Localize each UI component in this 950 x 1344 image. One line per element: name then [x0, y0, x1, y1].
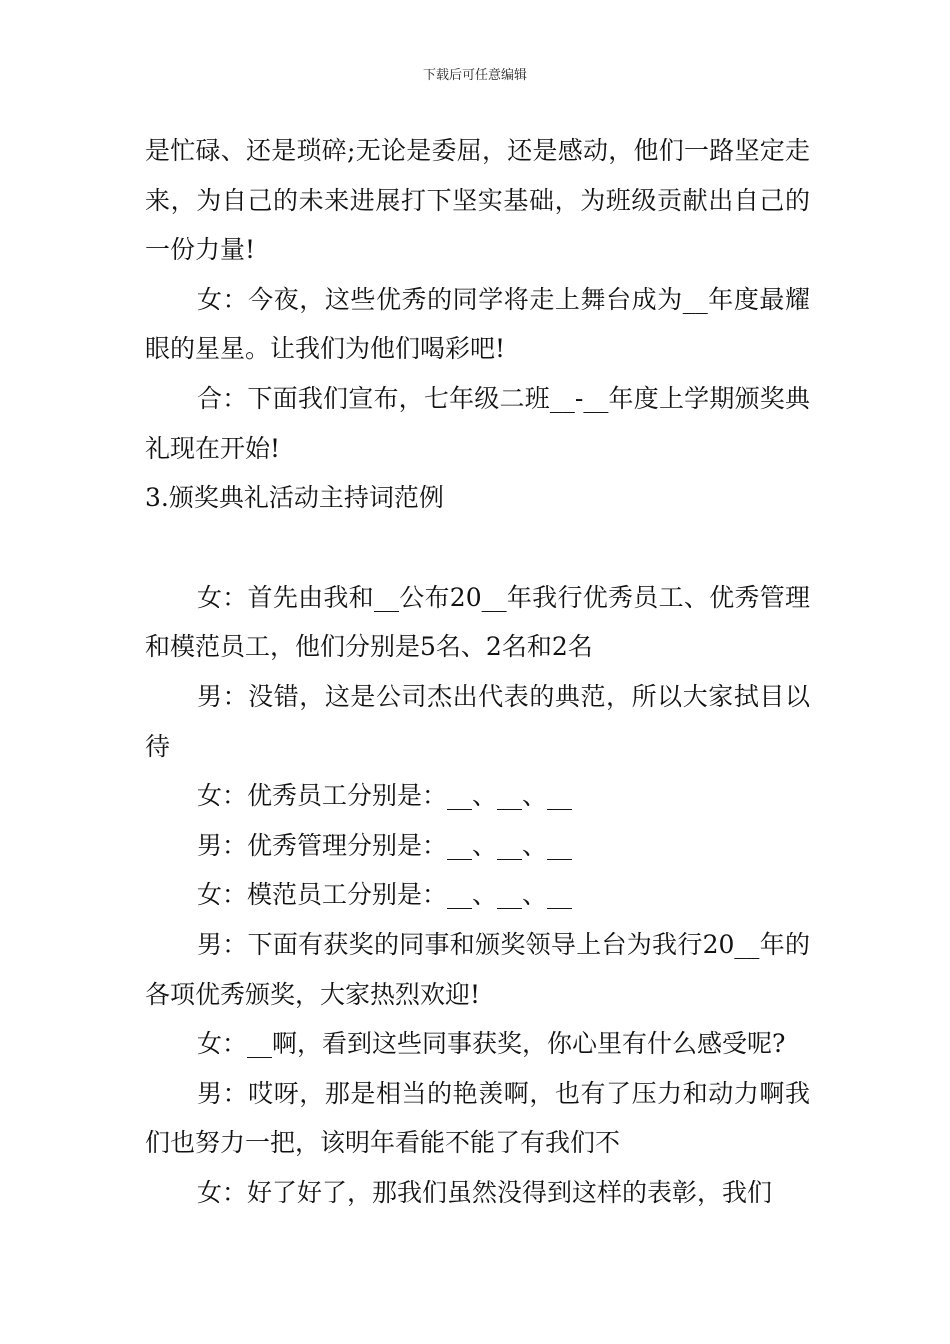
blank-line: [145, 523, 810, 573]
page-header-note: 下载后可任意编辑: [422, 68, 527, 83]
section-heading: 3.颁奖典礼活动主持词范例: [145, 483, 444, 513]
paragraph-female-feeling: 女：__啊，看到这些同事获奖，你心里有什么感受呢?: [197, 1029, 786, 1059]
paragraph-male-award-stage: 男：下面有获奖的同事和颁奖领导上台为我行20__年的各项优秀颁奖，大家热烈欢迎!: [145, 929, 810, 1009]
paragraph-male-excellent-management: 男：优秀管理分别是：__、__、__: [197, 830, 573, 860]
document-body: [145, 126, 810, 1217]
paragraph-continuation: 是忙碌、还是琐碎;无论是委屈，还是感动，他们一路坚定走来，为自己的未来进展打下坚实基础，为班级贡献出自己的一份力量!: [145, 136, 810, 265]
paragraph-female-model-staff: 女：模范员工分别是：__、__、__: [197, 880, 573, 910]
paragraph-female-okay: 女：好了好了，那我们虽然没得到这样的表彰，我们: [197, 1177, 773, 1207]
paragraph-together-announce: 合：下面我们宣布，七年级二班__-__年度上学期颁奖典礼现在开始!: [145, 383, 810, 463]
paragraph-female-excellent-staff: 女：优秀员工分别是：__、__、__: [197, 781, 573, 811]
paragraph-male-model: 男：没错，这是公司杰出代表的典范，所以大家拭目以待: [145, 681, 810, 761]
paragraph-female-tonight: 女：今夜，这些优秀的同学将走上舞台成为__年度最耀眼的星星。让我们为他们喝彩吧!: [145, 284, 810, 364]
paragraph-male-envy: 男：哎呀，那是相当的艳羡啊，也有了压力和动力啊我们也努力一把，该明年看能不能了有我们不: [145, 1078, 810, 1158]
paragraph-female-first: 女：首先由我和__公布20__年我行优秀员工、优秀管理和模范员工，他们分别是5名、2名和2名: [145, 582, 810, 662]
